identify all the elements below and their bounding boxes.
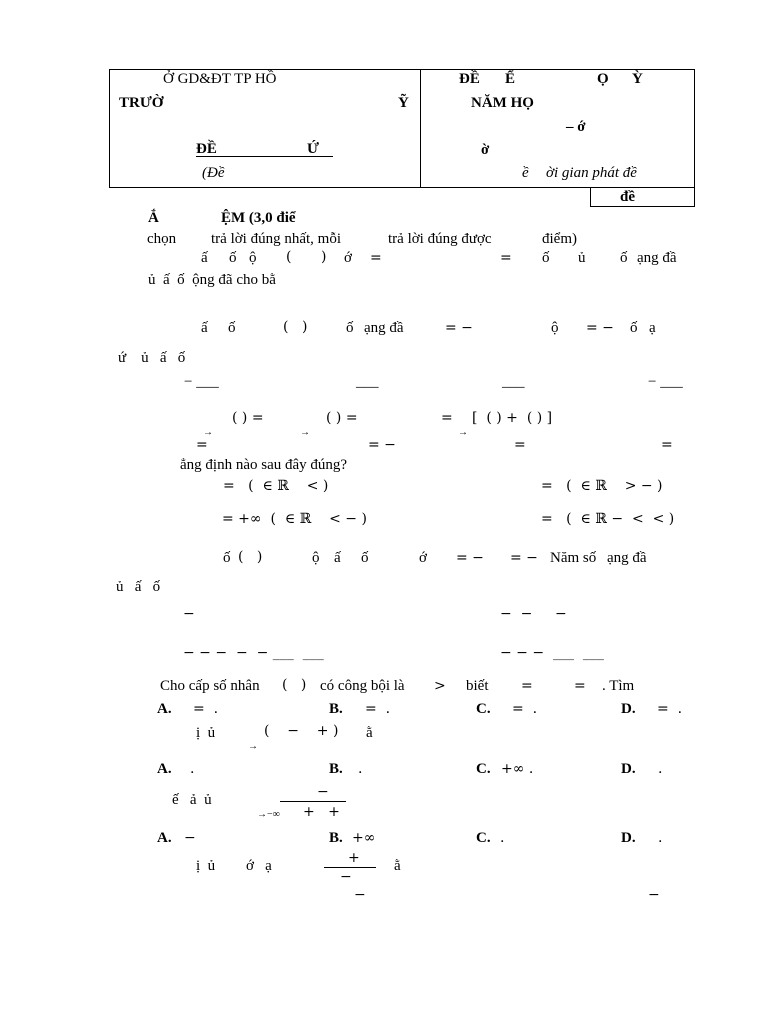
q6-option-b-label: B. — [329, 761, 343, 777]
q2-w9: ố — [630, 320, 638, 336]
title-part-c: Ọ — [597, 71, 609, 87]
q7-option-b-value: +∞ — [352, 830, 376, 846]
q3-eq-2: = − — [368, 437, 396, 453]
q4-w9: ạng đầ — [607, 550, 647, 566]
q8-stem-b: ớ ạ — [246, 858, 272, 874]
time-note-b: ời gian phát đề — [546, 165, 637, 181]
q1-w9: ủ — [578, 250, 586, 266]
q6-stem-c: ằ — [366, 725, 373, 741]
q3-expr-1: ( ) = — [232, 410, 264, 426]
q1-w2: ộ — [249, 250, 257, 266]
q3-arrow-1: → — [203, 427, 213, 438]
q6-option-c-label: C. — [476, 761, 491, 777]
q5-text-d: > — [434, 678, 446, 694]
school-year: NĂM HỌ — [471, 95, 534, 111]
title-part-b: Ể — [505, 71, 516, 87]
q2-line2: ứ ủ ấ ố — [118, 350, 186, 366]
q7-option-d-label: D. — [621, 830, 636, 846]
q2-w8: = − — [586, 320, 614, 336]
q8-row1-b: − — [648, 887, 660, 903]
q3-statement: ẳng định nào sau đây đúng? — [180, 457, 348, 473]
q7-option-d-value: . — [658, 830, 663, 846]
title-part-d: Ỳ — [632, 71, 643, 87]
q4-w8: Năm số — [550, 550, 597, 566]
q4-w1: ( ) — [238, 549, 263, 565]
q5-text-b: ( ) — [282, 677, 307, 693]
q1-w8: ố — [542, 250, 550, 266]
q3-eq-1: = — [196, 437, 208, 453]
q2-option-a: − ___ — [184, 374, 219, 390]
exam-code-label: đề — [620, 189, 635, 205]
q6-option-b-value: . — [358, 761, 363, 777]
q1-line2: ủ ấ ố ộng đã cho bằ — [148, 272, 276, 288]
q7-limit-sub: →−∞ — [257, 809, 280, 820]
q3-option-d: = ( ∈ ℝ − < < ) — [541, 511, 675, 527]
q3-eq-3: = — [514, 437, 526, 453]
q5-option-d-value: = . — [657, 701, 683, 717]
q7-option-c-value: . — [500, 830, 505, 846]
q8-stem-c: ằ — [394, 858, 401, 874]
q3-arrow-3: → — [458, 427, 468, 438]
q4-w0: ố — [223, 550, 231, 566]
q2-option-b: ___ — [356, 374, 379, 390]
q3-expr-3: = — [441, 410, 453, 426]
school-name: TRƯỜ — [119, 95, 164, 111]
q2-w10: ạ — [649, 320, 656, 336]
time-label: ờ — [481, 142, 490, 158]
exam-label-end: Ứ — [307, 141, 319, 157]
q2-w7: ộ — [551, 320, 559, 336]
q6-option-d-value: . — [658, 761, 663, 777]
exam-label: ĐỀ — [196, 141, 217, 157]
q7-option-b-label: B. — [329, 830, 343, 846]
q1-w6: = — [370, 250, 382, 266]
q7-option-a-value: − — [184, 830, 196, 846]
q4-row1-a: − — [183, 606, 195, 622]
instruction-a: chọn — [147, 231, 177, 247]
q5-option-c-label: C. — [476, 701, 491, 717]
q2-w5: ạng đầ — [364, 320, 404, 336]
q1-w7: = — [500, 250, 512, 266]
q6-stem-b: ( − + ) — [264, 723, 339, 739]
q4-w7: = − — [510, 550, 538, 566]
q6-limit-arrow: → — [248, 741, 258, 752]
q5-text-e: biết — [466, 678, 489, 694]
q1-w11: ạng đầ — [637, 250, 677, 266]
section-title-a: Ắ — [148, 210, 159, 226]
q5-text-f: = — [521, 678, 533, 694]
q2-option-c: ___ — [502, 374, 525, 390]
q2-w3: ) — [302, 319, 308, 335]
q4-w3: ấ — [334, 550, 341, 566]
time-note-a: ề — [522, 165, 529, 181]
q6-stem-a: ị ủ — [196, 725, 216, 741]
q2-w0: ấ — [201, 320, 208, 336]
q6-option-c-value: +∞ . — [501, 761, 534, 777]
q7-option-c-label: C. — [476, 830, 491, 846]
q5-option-c-value: = . — [512, 701, 538, 717]
section-title-b: ỆM (3,0 điể — [221, 210, 296, 226]
subject: – ớ — [566, 119, 586, 135]
q4-row2-a: − − − − − ___ ___ — [183, 645, 324, 661]
q5-text-g: = — [574, 678, 586, 694]
q7-stem-a: ế ả ủ — [172, 792, 212, 808]
q4-line2: ủ ấ ố — [116, 579, 161, 595]
q1-w1: ố — [229, 250, 237, 266]
q3-option-a: = ( ∈ ℝ < ) — [223, 478, 329, 494]
q2-option-d: − ___ — [648, 374, 683, 390]
q8-fraction-bar — [324, 867, 376, 868]
q1-w5: ớ — [344, 250, 352, 266]
school-name-end: Ỹ — [398, 95, 409, 111]
q2-w1: ố — [228, 320, 236, 336]
q1-w4: ) — [321, 249, 327, 265]
q7-option-a-label: A. — [157, 830, 172, 846]
instruction-c: trả lời đúng được — [388, 231, 492, 247]
q4-w4: ố — [361, 550, 369, 566]
q3-expr-2: ( ) = — [326, 410, 358, 426]
q7-denominator: + + — [303, 804, 340, 820]
exam-note: (Đề — [202, 165, 225, 181]
q5-text-a: Cho cấp số nhân — [160, 678, 260, 694]
q8-row1-a: − — [354, 887, 366, 903]
q4-row1-c: − — [555, 606, 567, 622]
q4-w6: = − — [456, 550, 484, 566]
q4-row1-b: − − — [500, 606, 533, 622]
q1-w10: ố — [620, 250, 628, 266]
q3-option-b: = ( ∈ ℝ > − ) — [541, 478, 663, 494]
q5-option-b-value: = . — [365, 701, 391, 717]
q5-option-a-label: A. — [157, 701, 172, 717]
q5-option-b-label: B. — [329, 701, 343, 717]
q4-w5: ớ — [419, 550, 427, 566]
q6-option-a-label: A. — [157, 761, 172, 777]
q7-fraction-bar — [280, 801, 346, 802]
q1-w3: ( — [286, 249, 292, 265]
exam-underline — [196, 156, 333, 157]
q4-w2: ộ — [312, 550, 320, 566]
q6-option-a-value: . — [190, 761, 195, 777]
instruction-b: trả lời đúng nhất, mỗi — [211, 231, 341, 247]
q5-option-d-label: D. — [621, 701, 636, 717]
dept-name: Ở GD&ĐT TP HỒ — [163, 71, 277, 87]
q8-denominator: − — [340, 869, 352, 885]
q8-numerator: + — [348, 850, 360, 866]
q3-arrow-2: → — [300, 427, 310, 438]
title-part-a: ĐỀ — [459, 71, 480, 87]
q5-text-h: . Tìm — [602, 678, 635, 694]
q8-stem-a: ị ủ — [196, 858, 216, 874]
q4-row2-b: − − − ___ ___ — [500, 645, 604, 661]
instruction-d: điểm) — [542, 231, 577, 247]
q3-option-c: = +∞ ( ∈ ℝ < − ) — [222, 511, 367, 527]
q2-w6: = − — [445, 320, 473, 336]
q7-numerator: − — [317, 784, 329, 800]
q1-w0: ấ — [201, 250, 208, 266]
q6-option-d-label: D. — [621, 761, 636, 777]
q3-eq-4: = — [661, 437, 673, 453]
q2-w4: ố — [346, 320, 354, 336]
exam-code-box — [590, 187, 695, 207]
q5-text-c: có công bội là — [320, 678, 405, 694]
q5-option-a-value: = . — [193, 701, 219, 717]
q3-expr-4: [ ( ) + ( ) ] — [472, 410, 553, 426]
q2-w2: ( — [283, 319, 289, 335]
